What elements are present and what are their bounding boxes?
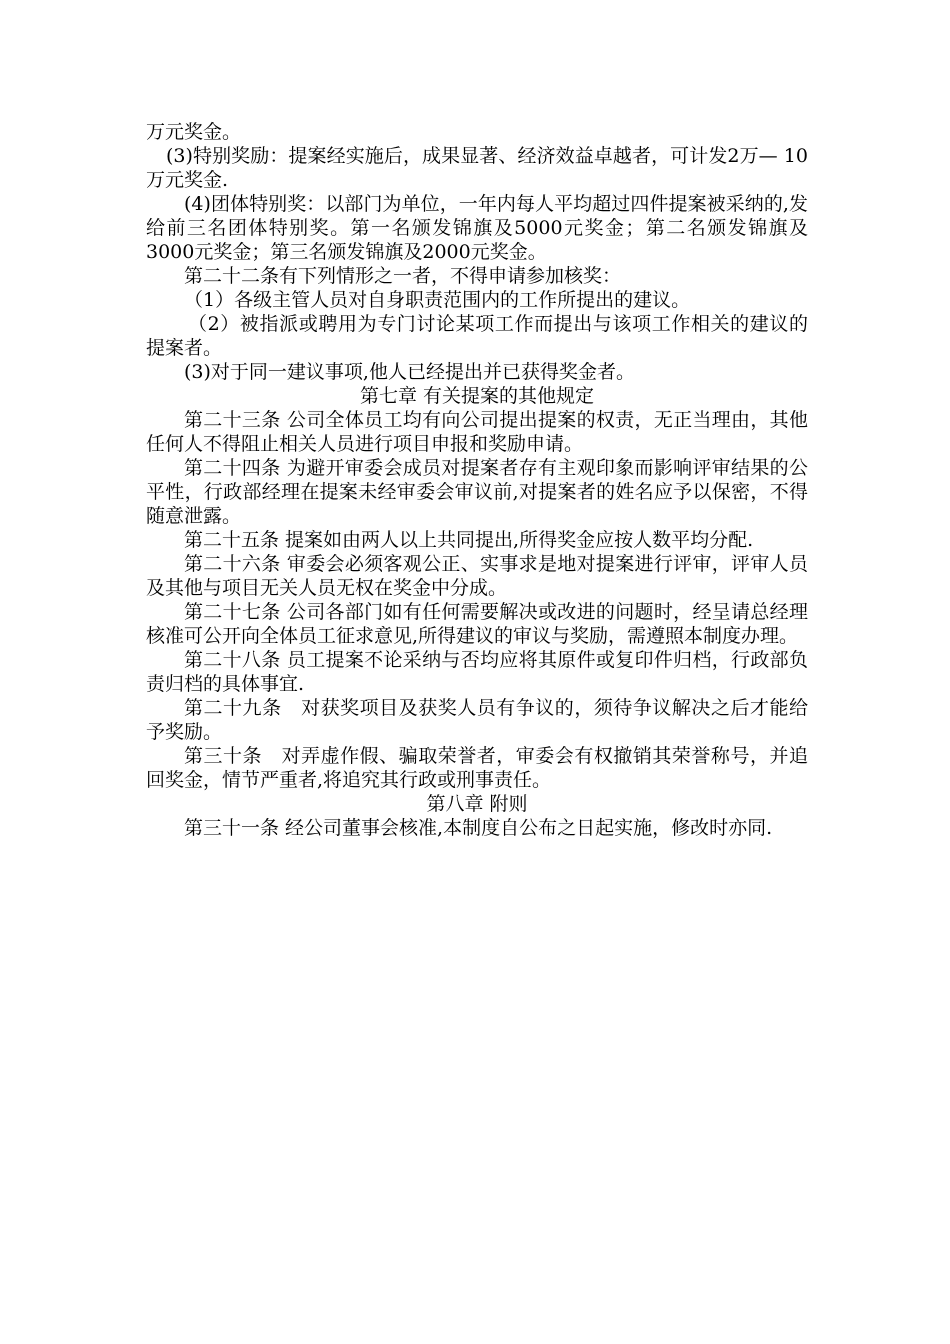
article-22: 第二十二条有下列情形之一者，不得申请参加核奖：	[184, 265, 622, 287]
document-page	[146, 120, 808, 840]
article-23: 第二十三条 公司全体员工均有向公司提出提案的权责，无正当理由，其他任何人不得阻止相关人员进行项目申报和奖励申请。	[146, 409, 808, 455]
article-27: 第二十七条 公司各部门如有任何需要解决或改进的问题时，经呈请总经理核准可公开向全体员工征求意见,所得建议的审议与奖励，需遵照本制度办理。	[146, 601, 808, 647]
chapter-7-heading: 第七章 有关提案的其他规定	[359, 385, 595, 407]
article-30: 第三十条 对弄虚作假、骗取荣誉者，审委会有权撤销其荣誉称号，并追回奖金，情节严重者,将追究其行政或刑事责任。	[146, 745, 808, 791]
article-28: 第二十八条 员工提案不论采纳与否均应将其原件或复印件归档，行政部负责归档的具体事宜.	[146, 649, 808, 695]
article-31: 第三十一条 经公司董事会核准,本制度自公布之日起实施，修改时亦同.	[184, 817, 773, 839]
article-22-item-3: (3)对于同一建议事项,他人已经提出并已获得奖金者。	[184, 361, 635, 383]
paragraph-3: (4)团体特别奖：以部门为单位，一年内每人平均超过四件提案被采纳的,发给前三名团体特别奖。第一名颁发锦旗及5000元奖金；第二名颁发锦旗及3000元奖金；第三名颁发锦旗及2000元奖金。	[146, 193, 808, 263]
article-25: 第二十五条 提案如由两人以上共同提出,所得奖金应按人数平均分配.	[184, 529, 754, 551]
article-22-item-2: （2）被指派或聘用为专门讨论某项工作而提出与该项工作相关的建议的提案者。	[146, 313, 808, 359]
paragraph-2: (3)特别奖励：提案经实施后，成果显著、经济效益卓越者，可计发2万— 10万元奖金.	[146, 145, 808, 191]
paragraph-1: 万元奖金。	[146, 121, 242, 143]
article-26: 第二十六条 审委会必须客观公正、实事求是地对提案进行评审，评审人员及其他与项目无关人员无权在奖金中分成。	[146, 553, 808, 599]
chapter-8-heading: 第八章 附则	[426, 793, 528, 815]
article-22-item-1: （1）各级主管人员对自身职责范围内的工作所提出的建议。	[184, 289, 691, 311]
article-24: 第二十四条 为避开审委会成员对提案者存有主观印象而影响评审结果的公平性，行政部经理在提案未经审委会审议前,对提案者的姓名应予以保密，不得随意泄露。	[146, 457, 808, 527]
article-29: 第二十九条 对获奖项目及获奖人员有争议的，须待争议解决之后才能给予奖励。	[146, 697, 808, 743]
